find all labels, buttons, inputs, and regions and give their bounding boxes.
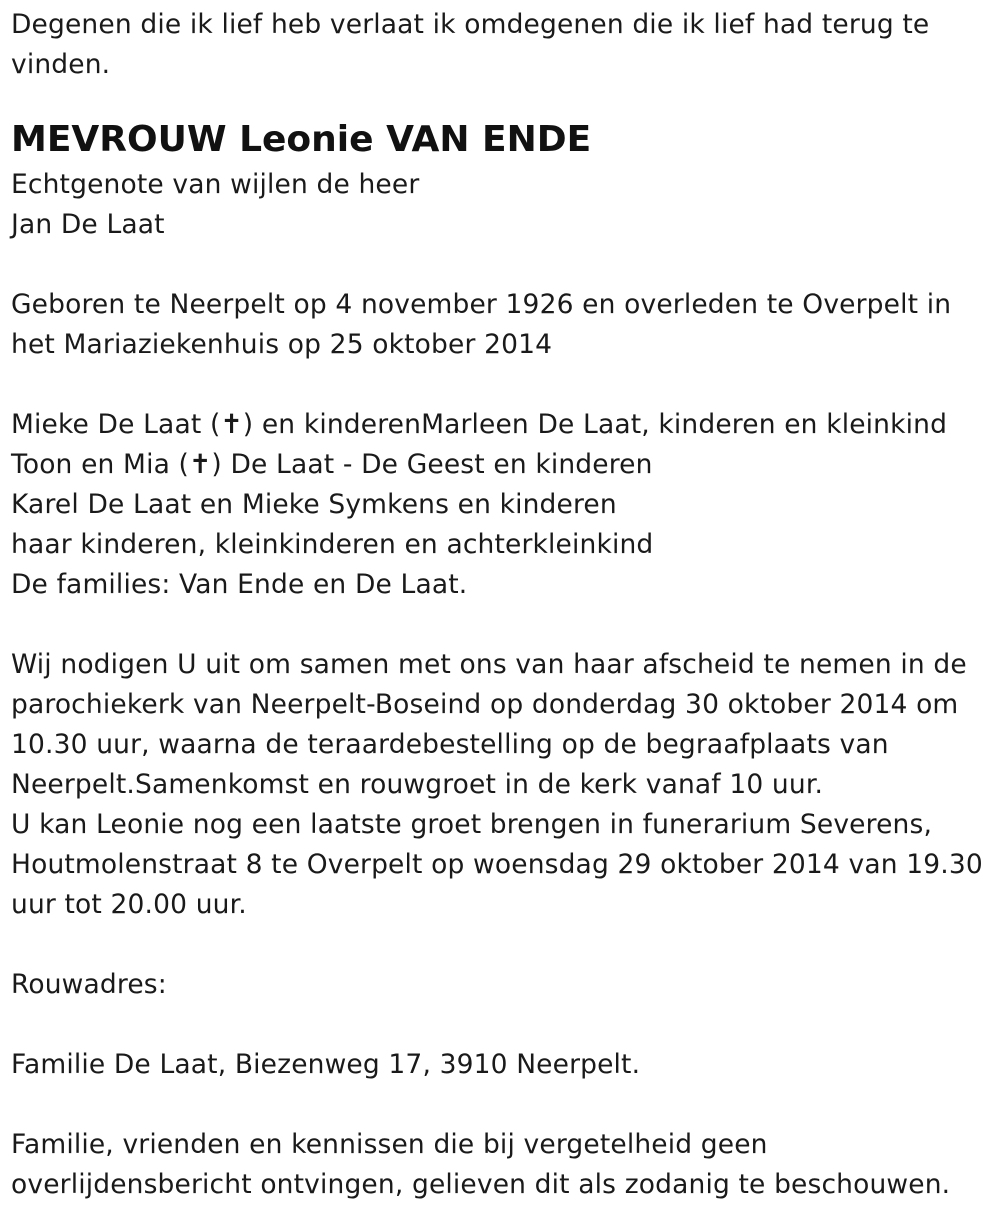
family-line: De families: Van Ende en De Laat. [11,569,468,600]
life-line: het Mariaziekenhuis op 25 oktober 2014 [11,329,553,360]
spacer [11,1005,1000,1045]
funeral-invitation [11,645,1000,925]
closing-note [11,1125,1000,1205]
closing-line: overlijdensbericht ontvingen, gelieven dit als zodanig te beschouwen. [11,1169,951,1200]
invitation-line: parochiekerk van Neerpelt-Boseind op donderdag 30 oktober 2014 om [11,689,959,720]
closing-line: Familie, vrienden en kennissen die bij vergetelheid geen [11,1129,768,1160]
spouse-info [11,165,1000,245]
address-label: Rouwadres: [11,969,167,1000]
family-line: haar kinderen, kleinkinderen en achterkleinkind [11,529,654,560]
spacer [11,365,1000,405]
motto-line: Degenen die ik lief heb verlaat ik omdegenen die ik lief had terug te [11,9,930,40]
invitation-line: Wij nodigen U uit om samen met ons van haar afscheid te nemen in de [11,649,967,680]
motto-line: vinden. [11,49,111,80]
spouse-line: Echtgenote van wijlen de heer [11,169,420,200]
invitation-line: U kan Leonie nog een laatste groet brengen in funerarium Severens, [11,809,933,840]
family-line: Mieke De Laat (✝) en kinderenMarleen De Laat, kinderen en kleinkind [11,409,948,440]
spacer [11,1085,1000,1125]
spacer [11,605,1000,645]
invitation-line: 10.30 uur, waarna de teraardebestelling op de begraafplaats van [11,729,889,760]
spouse-name: Jan De Laat [11,209,165,240]
spacer [11,245,1000,285]
life-line: Geboren te Neerpelt op 4 november 1926 en overleden te Overpelt in [11,289,952,320]
family-line: Toon en Mia (✝) De Laat - De Geest en kinderen [11,449,653,480]
spacer [11,925,1000,965]
family-list [11,405,1000,605]
family-line: Karel De Laat en Mieke Symkens en kinderen [11,489,617,520]
deceased-name: MEVROUW Leonie VAN ENDE [11,119,592,160]
address-value: Familie De Laat, Biezenweg 17, 3910 Neerpelt. [11,1049,641,1080]
birth-death-info [11,285,1000,365]
invitation-line: Neerpelt.Samenkomst en rouwgroet in de kerk vanaf 10 uur. [11,769,824,800]
motto [11,5,1000,85]
invitation-line: uur tot 20.00 uur. [11,889,247,920]
invitation-line: Houtmolenstraat 8 te Overpelt op woensdag 29 oktober 2014 van 19.30 [11,849,983,880]
